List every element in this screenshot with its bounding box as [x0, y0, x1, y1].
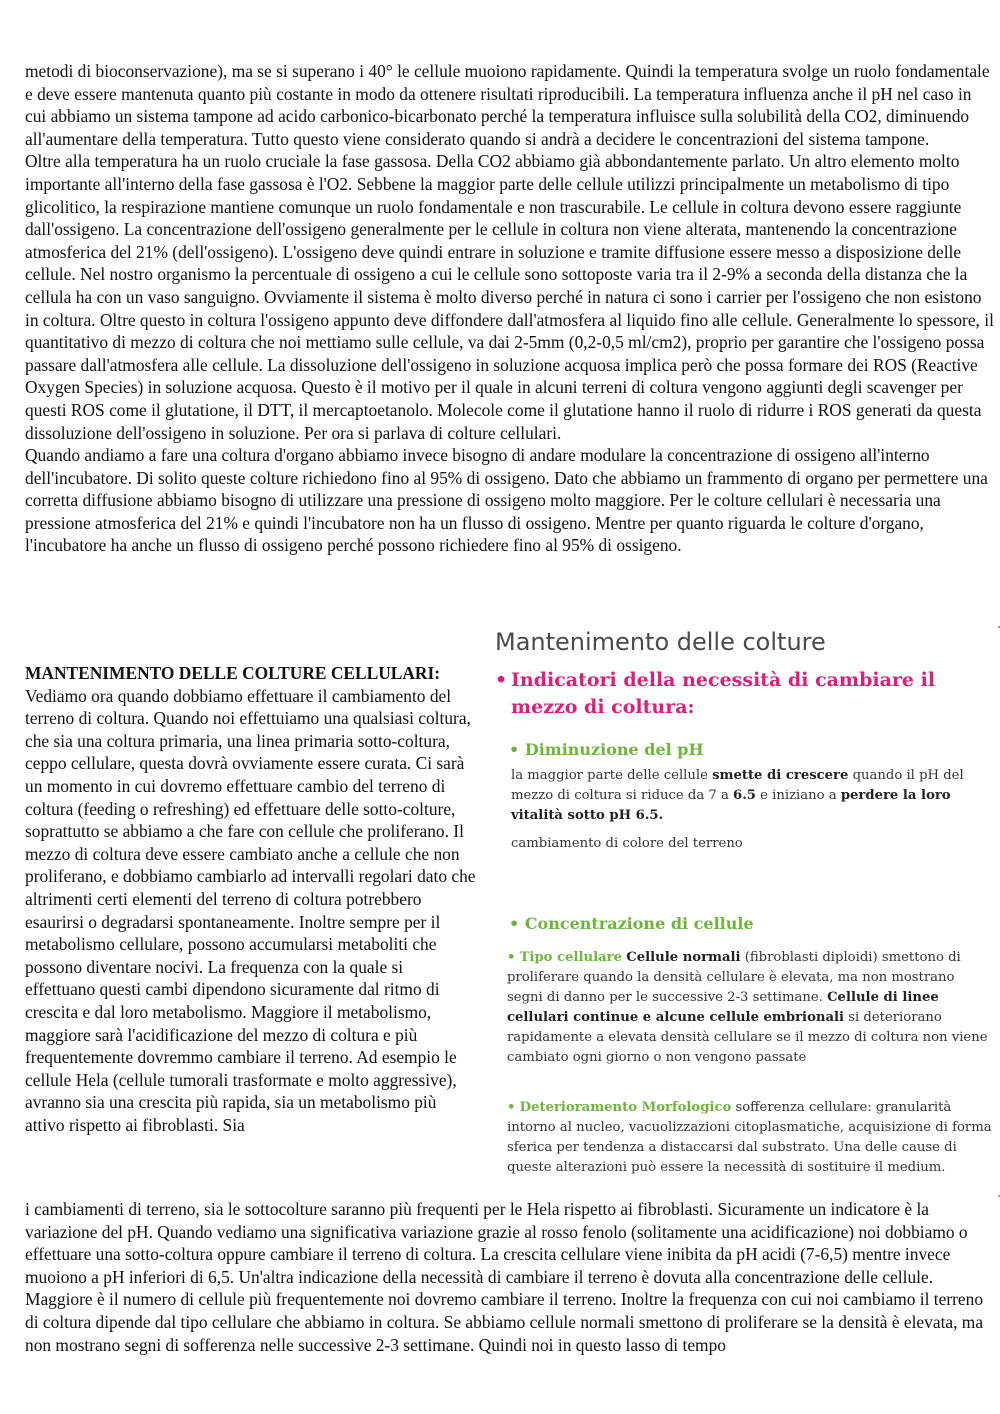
cell-type-bold: Cellule di linee cellulari continue e alcune cellule embrionali: [507, 990, 939, 1025]
subheading-concentration: [509, 914, 754, 933]
bullet-icon: •: [507, 1100, 516, 1115]
ph-body-text: la maggior parte delle cellule: [511, 768, 713, 783]
bullet-icon: •: [509, 740, 520, 759]
slide-main-text: Indicatori della necessità di cambiare il mezzo di coltura:: [511, 669, 936, 718]
cell-type-text: si deteriorano rapidamente a elevata densità cellulare se il mezzo di coltura non viene cambiato ogni giorno o non vengono passate: [507, 1010, 988, 1065]
subheading-concentration-text: Concentrazione di cellule: [524, 914, 754, 933]
subheading-ph: [509, 740, 704, 759]
slide-title: Mantenimento delle colture: [495, 628, 826, 656]
bullet-icon: •: [507, 950, 516, 965]
cell-type-bold: Cellule normali: [626, 950, 741, 965]
left-column-paragraph: Vediamo ora quando dobbiamo effettuare il cambiamento del terreno di coltura. Quando noi effettuiamo una qualsiasi coltura, che sia una coltura primaria, una linea primaria sotto-coltura, ceppo cellulare, questa dovrà ovviamente essere curata. Ci sarà un momento in cui dovremo effettuare cambio del terreno di coltura (feeding o refreshing) ed effettuare delle sotto-colture, soprattutto se abbiamo a che fare con cellule che proliferano. Il mezzo di coltura deve essere cambiato anche a cellule che non proliferano, e dobbiamo cambiarlo ad intervalli regolari dato che altrimenti certi elementi del terreno di coltura potrebbero esaurirsi o degradarsi spontaneamente. Inoltre sempre per il metabolismo cellulare, possono accumularsi metaboliti che possono diventare nocivi. La frequenza con la quale si effettuano questi cambi dipendono sicuramente dal ritmo di crescita e dal loro metabolismo. Maggiore il metabolismo, maggiore sarà l'acidificazione del mezzo di coltura e più frequentemente dovremmo cambiare il terreno. Ad esempio le cellule Hela (cellule tumorali trasformate e molto aggressive), avranno sia una crescita più rapida, sia un metabolismo più attivo rispetto ai fibroblasti. Sia: [25, 685, 476, 1135]
ph-body-bold: perdere la loro vitalità sotto pH 6.5.: [511, 788, 951, 823]
subheading-ph-text: Diminuzione del pH: [524, 740, 704, 759]
top-text-block: [25, 60, 995, 557]
bottom-text-block: [25, 1198, 995, 1356]
bullet-icon: •: [509, 914, 520, 933]
cell-type-body: [507, 948, 993, 1068]
cell-type-text: (fibroblasti diploidi) smettono di proliferare quando la densità cellulare è elevata, ma non mostrano segni di danno per le successive 2-3 settimane.: [507, 950, 961, 1005]
ph-body-text: e iniziano a: [755, 788, 841, 803]
bottom-paragraph: i cambiamenti di terreno, sia le sottocolture saranno più frequenti per le Hela rispetto ai fibroblasti. Sicuramente un indicatore è la variazione del pH. Quando vediamo una significativa variazione grazie al rosso fenolo (solitamente una acidificazione) noi dobbiamo o effettuare una sotto-coltura oppure cambiare il terreno di coltura. La crescita cellulare viene inibita da pH acidi (7-6,5) mentre invece muoiono a pH inferiori di 6,5. Un'altra indicazione della necessità di cambiare il terreno è dovuta alla concentrazione delle cellule. Maggiore è il numero di cellule più frequentemente noi dovremo cambiare il terreno. Inoltre la frequenza con cui noi cambiamo il terreno di coltura dipende dal tipo cellulare che abbiamo in coltura. Se abbiamo cellule normali smettono di proliferare se la densità è elevata, ma non mostrano segni di sofferenza nelle successive 2-3 settimane. Quindi noi in questo lasso di tempo: [25, 1199, 984, 1355]
ph-body-bold: 6.5: [733, 788, 756, 803]
cell-type-heading: Tipo cellulare: [519, 950, 622, 965]
slide-main-point: [495, 667, 990, 721]
embedded-slide: [487, 622, 1000, 1187]
ph-body-text: quando il pH del mezzo di coltura si riduce da 7 a: [511, 768, 964, 803]
morphology-heading: Deterioramento Morfologico: [519, 1100, 732, 1115]
ph-body: [511, 766, 997, 826]
paragraph-gas-phase: Oltre alla temperatura ha un ruolo cruciale la fase gassosa. Della CO2 abbiamo già abbondantemente parlato. Un altro elemento molto importante all'interno della fase gassosa è l'O2. Sebbene la maggior parte delle cellule utilizzi principalmente un metabolismo di tipo glicolitico, la respirazione mantiene comunque un ruolo fondamentale e non trascurabile. Le cellule in coltura devono essere raggiunte dall'ossigeno. La concentrazione dell'ossigeno generalmente per le cellule in coltura non viene alterata, mantenendo la concentrazione atmosferica del 21% (dell'ossigeno). L'ossigeno deve quindi entrare in soluzione e tramite diffusione essere messo a disposizione delle cellule. Nel nostro organismo la percentuale di ossigeno a cui le cellule sono sottoposte varia tra il 2-9% a seconda della distanza che la cellula ha con un vaso sanguigno. Ovviamente il sistema è molto diverso perché in natura ci sono i carrier per l'ossigeno che non esistono in coltura. Oltre questo in coltura l'ossigeno appunto deve diffondere dall'atmosfera al liquido fino alle cellule. Generalmente lo spessore, il quantitativo di mezzo di coltura che noi mettiamo sulle cellule, va dai 2-5mm (0,2-0,5 ml/cm2), proprio per garantire che l'ossigeno possa passare dall'atmosfera alle cellule. La dissoluzione dell'ossigeno in soluzione acquosa implica però che possa formare dei ROS (Reactive Oxygen Species) in soluzione acquosa. Questo è il motivo per il quale in alcuni terreni di coltura vengono aggiunti degli scavenger per questi ROS come il glutatione, il DTT, il mercaptoetanolo. Molecole come il glutatione hanno il ruolo di ridurre i ROS generati da questa dissoluzione dell'ossigeno in soluzione. Per ora si parlava di colture cellulari.: [25, 151, 994, 443]
morphology-text: sofferenza cellulare: granularità intorno al nucleo, vacuolizzazioni citoplasmatiche, acquisizione di forma sferica per tendenza a distaccarsi dal substrato. Una delle cause di queste alterazioni può essere la necessità di sostituire il medium.: [507, 1100, 992, 1175]
color-change-note: cambiamento di colore del terreno: [511, 836, 743, 851]
paragraph-organ-culture: Quando andiamo a fare una coltura d'organo abbiamo invece bisogno di andare modulare la concentrazione di ossigeno all'interno dell'incubatore. Di solito queste colture richiedono fino al 95% di ossigeno. Dato che abbiamo un frammento di organo per permettere una corretta diffusione abbiamo bisogno di utilizzare una pressione di ossigeno molto maggiore. Per le colture cellulari è necessaria una pressione atmosferica del 21% e quindi l'incubatore non ha un flusso di ossigeno. Mentre per quanto riguarda le colture d'organo, l'incubatore ha anche un flusso di ossigeno perché possono richiedere fino al 95% di ossigeno.: [25, 445, 988, 556]
paragraph-temperature: metodi di bioconservazione), ma se si superano i 40° le cellule muoiono rapidamente. Quindi la temperatura svolge un ruolo fondamentale e deve essere mantenuta quanto più costante in modo da ottenere risultati riproducibili. La temperatura influenza anche il pH nel caso in cui abbiamo un sistema tampone ad acido carbonico-bicarbonato perché la temperatura influisce sulla solubilità della CO2, diminuendo all'aumentare della temperatura. Tutto questo viene considerato quando si andrà a decidere le concentrazioni del sistema tampone.: [25, 61, 990, 149]
section-heading: MANTENIMENTO DELLE COLTURE CELLULARI:: [25, 663, 441, 683]
left-column: [25, 662, 477, 1136]
ph-body-bold: smette di crescere: [712, 768, 849, 783]
bullet-icon: •: [495, 669, 508, 691]
morphology-body: [507, 1098, 993, 1178]
